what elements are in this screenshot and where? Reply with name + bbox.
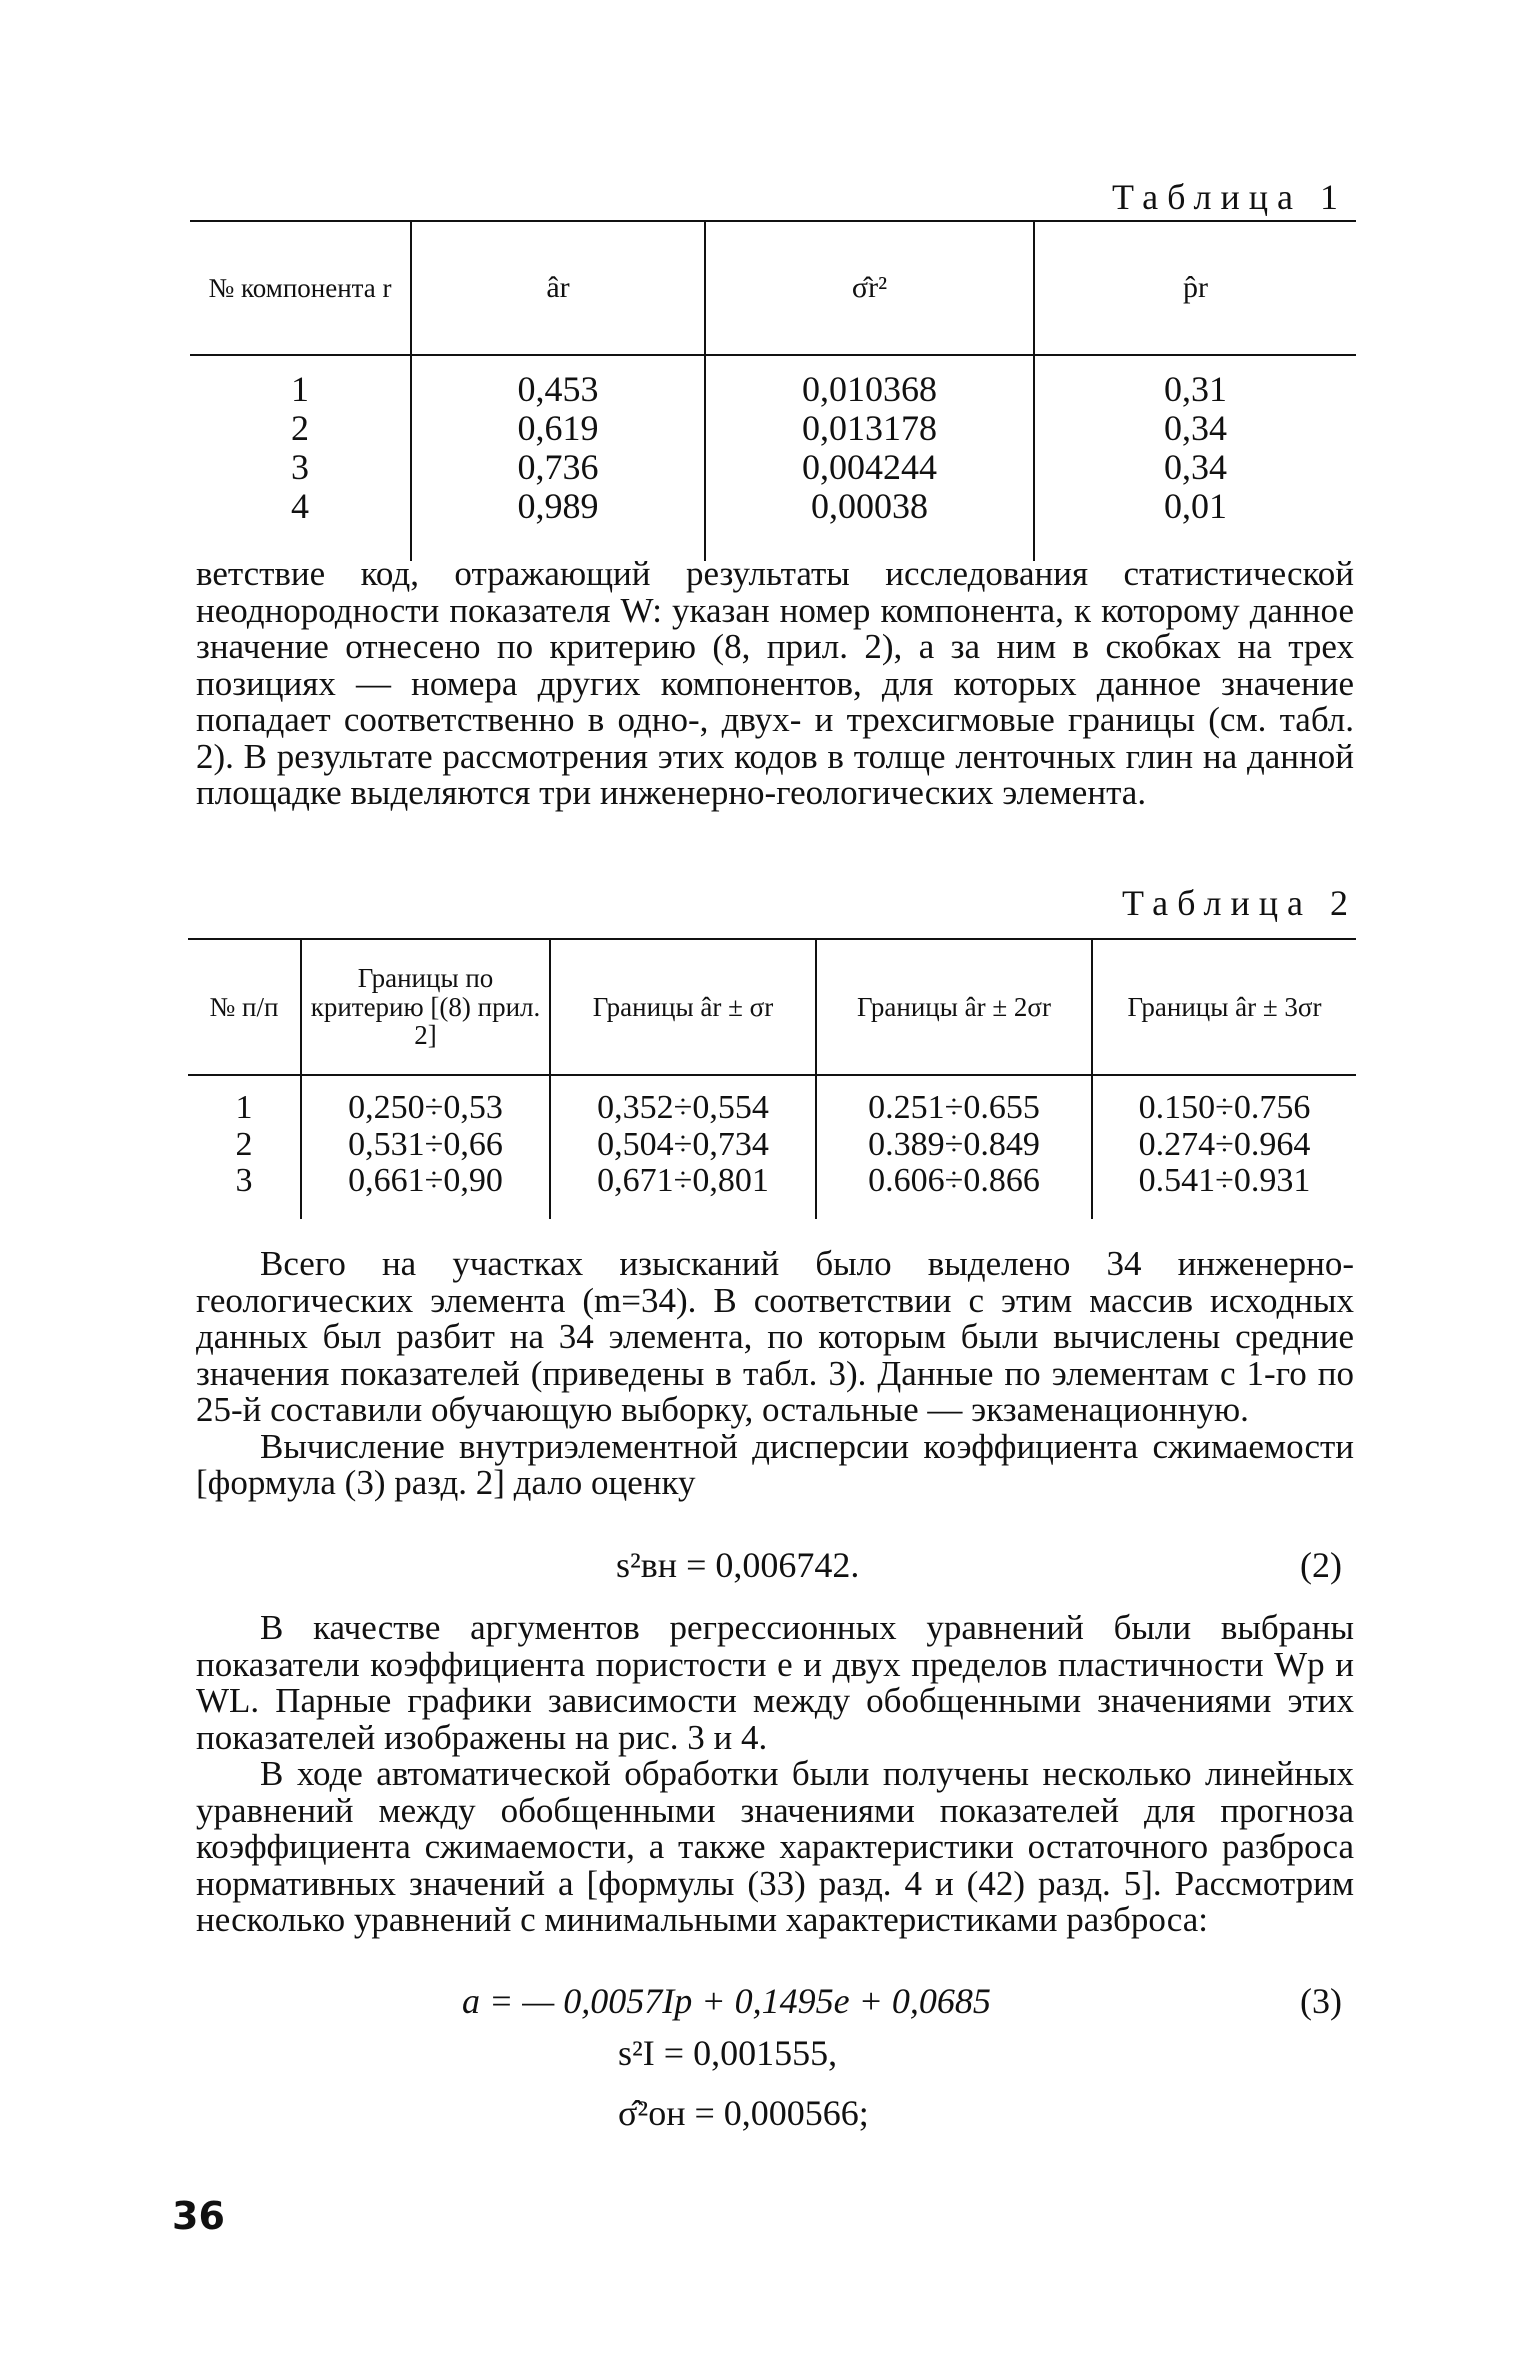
table2-header-2sigma: Границы âr ± 2σr (816, 939, 1092, 1075)
table1-header-component: № компонента r (190, 221, 411, 355)
table-cell: 0,352÷0,554 (597, 1089, 769, 1126)
table1-col-sigma (705, 355, 1034, 561)
table-cell: 0,010368 (802, 369, 937, 409)
table-cell: 0.251÷0.655 (868, 1089, 1040, 1126)
table2-header-criterion: Границы по критерию [(8) прил. 2] (301, 939, 550, 1075)
equation-2: s²вн = 0,006742. (616, 1545, 860, 1585)
table-cell: 1 (235, 1089, 253, 1126)
paragraph-text: ветствие код, отражающий результаты исследования статистической неоднородности показателя W: указан номер компонента, к которому данное значение отнесено по критерию (8, прил. 2), а за ним в скобках на трех позициях — номера других компонентов, для которых данное значение попадает соответственно в одно-, двух- и трехсигмовые границы (см. табл. 2). В результате рассмотрения этих кодов в толще ленточных глин на данной площадке выделяются три инженерно-геологических элемента. (196, 554, 1354, 812)
table-cell: 0,00038 (811, 485, 928, 526)
table2-col-criterion (301, 1075, 550, 1219)
table2-header-1sigma: Границы âr ± σr (550, 939, 816, 1075)
table-cell: 0,01 (1164, 485, 1227, 526)
table2-col-index (188, 1075, 301, 1219)
equation-3b: s²I = 0,001555, (618, 2033, 838, 2073)
paragraph-2 (196, 1246, 1354, 1502)
table-cell: 0,531÷0,66 (348, 1125, 503, 1163)
table-cell: 1 (291, 369, 309, 409)
table-cell: 0,004244 (802, 446, 937, 487)
table2-col-2sigma (816, 1075, 1092, 1219)
table-cell: 0.606÷0.866 (868, 1162, 1040, 1200)
equation-3c: σ̂²он = 0,000566; (618, 2093, 869, 2133)
table-cell: 0.274÷0.964 (1138, 1125, 1311, 1163)
table2-header-3sigma: Границы âr ± 3σr (1092, 939, 1356, 1075)
table2-caption: Таблица 2 (1122, 883, 1357, 923)
table-cell: 0,989 (517, 485, 599, 526)
equation-2-number: (2) (1300, 1545, 1342, 1585)
paragraph-text: Всего на участках изысканий было выделено 34 инженерно-геологических элемента (m=34). В соответствии с этим массив исходных данных был разбит на 34 элемента, по которым были вычислены средние значения показателей (приведены в табл. 3). Данные по элементам с 1-го по 25-й составили обучающую выборку, остальные — экзаменационную. (196, 1244, 1354, 1429)
equation-3-number: (3) (1300, 1981, 1342, 2021)
equation-3: a = — 0,0057Ip + 0,1495e + 0,0685 (462, 1981, 991, 2021)
table-cell: 0,31 (1164, 369, 1227, 409)
table-cell: 2 (235, 1125, 253, 1163)
table1-col-a (411, 355, 705, 561)
table-cell: 0.389÷0.849 (868, 1125, 1040, 1163)
table1 (190, 220, 1356, 561)
table-cell: 0,34 (1164, 407, 1227, 448)
table-cell: 0,250÷0,53 (348, 1089, 503, 1126)
table-cell: 0,453 (517, 369, 599, 409)
table-cell: 0,013178 (802, 407, 937, 448)
table-cell: 0.150÷0.756 (1138, 1089, 1311, 1126)
table-cell: 0,34 (1164, 446, 1227, 487)
page-number: 36 (172, 2194, 225, 2238)
table2-header-index: № п/п (188, 939, 301, 1075)
table2-col-3sigma (1092, 1075, 1356, 1219)
paragraph-text: Вычисление внутриэлементной дисперсии коэффициента сжимаемости [формула (3) разд. 2] дало оценку (196, 1426, 1354, 1502)
table-cell: 3 (291, 446, 309, 487)
table1-header-p: p̂r (1034, 221, 1356, 355)
table2-col-1sigma (550, 1075, 816, 1219)
table-cell: 0,619 (517, 407, 599, 448)
table-cell: 0,671÷0,801 (597, 1162, 769, 1200)
table-cell: 4 (291, 485, 309, 526)
table-cell: 0,504÷0,734 (597, 1125, 769, 1163)
table1-header-a: âr (411, 221, 705, 355)
table1-col-p (1034, 355, 1356, 561)
table2 (188, 938, 1356, 1219)
table-cell: 2 (291, 407, 309, 448)
table-cell: 0,736 (517, 446, 599, 487)
paragraph-1 (196, 556, 1354, 812)
table-cell: 3 (235, 1162, 253, 1200)
table1-col-component (190, 355, 411, 561)
table-cell: 0.541÷0.931 (1138, 1162, 1311, 1200)
table1-header-sigma: σ̂r² (705, 221, 1034, 355)
table-cell: 0,661÷0,90 (348, 1162, 503, 1200)
paragraph-4 (196, 1610, 1354, 1939)
paragraph-text: В ходе автоматической обработки были получены несколько линейных уравнений между обобщенными значениями показателей для прогноза коэффициента сжимаемости, а также характеристики остаточного разброса нормативных значений a [формулы (33) разд. 4 и (42) разд. 5]. Рассмотрим несколько уравнений с минимальными характеристиками разброса: (196, 1754, 1354, 1939)
paragraph-text: В качестве аргументов регрессионных уравнений были выбраны показатели коэффициента пористости e и двух пределов пластичности Wp и WL. Парные графики зависимости между обобщенными значениями этих показателей изображены на рис. 3 и 4. (196, 1608, 1354, 1757)
table1-caption: Таблица 1 (1112, 177, 1347, 217)
